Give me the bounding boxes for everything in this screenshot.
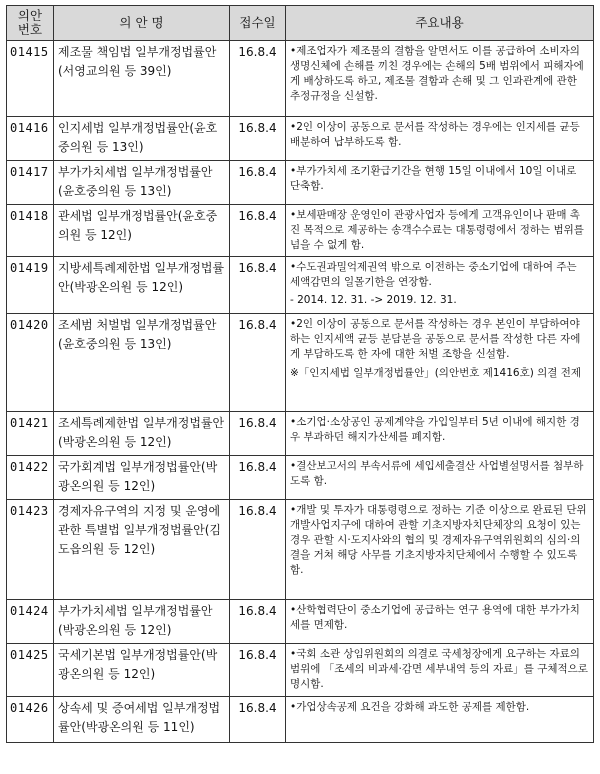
summary-text: •2인 이상이 공동으로 문서를 작성하는 경우에는 인지세를 균등 배분하여 납부하도록 함. (290, 121, 580, 148)
table-header (7, 6, 594, 41)
bill-title: 부가가치세법 일부개정법률안 (58, 604, 213, 618)
summary-text: •부가가치세 조기환급기간을 현행 15일 이내에서 10일 이내로 단축함. (290, 165, 577, 192)
summary-text: •수도권과밀억제권역 밖으로 이전하는 중소기업에 대하여 주는 세액감면의 일몰기한을 연장함. (290, 261, 577, 288)
summary-text: •제조업자가 제조물의 결함을 알면서도 이를 공급하여 소비자의 생명신체에 손해를 끼친 경우에는 손해의 5배 범위에서 피해자에게 배상하도록 하고, 제조물 결함과 손해 및 그 인과관계에 관한 추정규정을 신설함. (290, 45, 584, 102)
table-row (7, 161, 594, 205)
bill-number: 01423 (7, 500, 54, 600)
summary-note: ※「인지세법 일부개정법률안」(의안번호 제1416호) 의결 전제 (290, 367, 582, 379)
bill-number: 01417 (7, 161, 54, 205)
header-date: 접수일 (230, 6, 286, 41)
received-date: 16.8.4 (230, 412, 286, 456)
summary-cell (286, 697, 594, 743)
bill-title: 지방세특례제한법 일부개정법률안 (58, 261, 225, 294)
bill-table (6, 5, 594, 743)
bill-title: 제조물 책임법 일부개정법률안 (58, 45, 217, 59)
proposer: (박광온의원 등 12인) (58, 648, 218, 681)
bill-number: 01422 (7, 456, 54, 500)
bill-title-cell (54, 500, 230, 600)
summary-text: •결산보고서의 부속서류에 세입세출결산 사업별설명서를 첨부하도록 함. (290, 460, 584, 487)
received-date: 16.8.4 (230, 41, 286, 117)
summary-text: •보세판매장 운영인이 관광사업자 등에게 고객유인이나 판매 촉진 목적으로 제공하는 송객수수료는 대통령령에서 정하는 범위를 넘을 수 없게 함. (290, 209, 584, 251)
bill-title: 국세기본법 일부개정법률안 (58, 648, 201, 662)
bill-title-cell (54, 697, 230, 743)
bill-title: 조세특례제한법 일부개정법률안 (58, 416, 225, 430)
bill-title: 관세법 일부개정법률안 (58, 209, 178, 223)
summary-text: •개발 및 투자가 대통령령으로 정하는 기준 이상으로 완료된 단위개발사업지구에 대하여 관할 기초지방자치단체장의 요청이 있는 경우 관할 시·도지사와의 협의 및 경제자유구역위원회의 심의·의결을 거쳐 해당 사무를 기초지방자치단체에서 수행할 수 있도록 함. (290, 504, 587, 576)
bill-number: 01425 (7, 644, 54, 697)
bill-number: 01418 (7, 205, 54, 257)
summary-cell (286, 117, 594, 161)
summary-text: •2인 이상이 공동으로 문서를 작성하는 경우 본인이 부담하여야 하는 인지세액 균등 분담분을 공동으로 문서를 작성한 다른 자에게 부담하도록 한 자에 대한 처벌 조항을 신설함. (290, 318, 581, 360)
proposer: (김도읍의원 등 12인) (58, 523, 222, 556)
summary-cell (286, 412, 594, 456)
summary-cell (286, 41, 594, 117)
bill-number: 01416 (7, 117, 54, 161)
bill-number: 01419 (7, 257, 54, 314)
summary-cell (286, 161, 594, 205)
bill-title: 경제자유구역의 지정 및 운영에 관한 특별법 일부개정법률안 (58, 504, 221, 537)
bill-title: 부가가치세법 일부개정법률안 (58, 165, 213, 179)
proposer: (박광온의원 등 12인) (58, 435, 172, 449)
table-row (7, 41, 594, 117)
received-date: 16.8.4 (230, 314, 286, 412)
bill-title-cell (54, 314, 230, 412)
table-row (7, 117, 594, 161)
summary-cell (286, 644, 594, 697)
table-row (7, 456, 594, 500)
summary-cell (286, 600, 594, 644)
proposer: (윤호중의원 등 12인) (58, 209, 218, 242)
bill-title-cell (54, 644, 230, 697)
proposer: (박광온의원 등 11인) (81, 720, 195, 734)
header-no: 의안 번호 (7, 6, 54, 41)
bill-title-cell (54, 161, 230, 205)
bill-number: 01424 (7, 600, 54, 644)
table-row (7, 644, 594, 697)
summary-cell (286, 500, 594, 600)
bill-number: 01421 (7, 412, 54, 456)
proposer: (윤호중의원 등 13인) (58, 337, 172, 351)
bill-title-cell (54, 257, 230, 314)
header-title: 의 안 명 (54, 6, 230, 41)
table-row (7, 697, 594, 743)
received-date: 16.8.4 (230, 161, 286, 205)
table-row (7, 500, 594, 600)
bill-title-cell (54, 117, 230, 161)
summary-text: •소기업·소상공인 공제계약을 가입일부터 5년 이내에 해지한 경우 부과하던 해지가산세를 폐지함. (290, 416, 580, 443)
proposer: (박광온의원 등 12인) (58, 460, 218, 493)
table-row (7, 412, 594, 456)
received-date: 16.8.4 (230, 205, 286, 257)
bill-number: 01420 (7, 314, 54, 412)
received-date: 16.8.4 (230, 644, 286, 697)
table-body (7, 41, 594, 743)
proposer: (윤호중의원 등 13인) (58, 184, 172, 198)
received-date: 16.8.4 (230, 257, 286, 314)
summary-cell (286, 314, 594, 412)
header-summary: 주요내용 (286, 6, 594, 41)
bill-title: 조세범 처벌법 일부개정법률안 (58, 318, 217, 332)
summary-text: •산학협력단이 중소기업에 공급하는 연구 용역에 대한 부가가치세를 면제함. (290, 604, 580, 631)
proposer: (박광온의원 등 12인) (58, 623, 172, 637)
bill-title-cell (54, 41, 230, 117)
summary-cell (286, 456, 594, 500)
summary-text: •가업상속공제 요건을 강화해 과도한 공제를 제한함. (290, 701, 530, 713)
proposer: (박광온의원 등 12인) (69, 280, 184, 294)
proposer: (서영교의원 등 39인) (58, 64, 172, 78)
bill-title: 인지세법 일부개정법률안 (58, 121, 190, 135)
received-date: 16.8.4 (230, 697, 286, 743)
received-date: 16.8.4 (230, 600, 286, 644)
table-row (7, 314, 594, 412)
bill-number: 01415 (7, 41, 54, 117)
bill-title-cell (54, 456, 230, 500)
summary-cell (286, 257, 594, 314)
summary-text: - 2014. 12. 31. -> 2019. 12. 31. (290, 294, 457, 306)
received-date: 16.8.4 (230, 456, 286, 500)
summary-text: •국회 소관 상임위원회의 의결로 국세청장에게 요구하는 자료의 범위에 「조세의 비과세·감면 세부내역 등의 자료」를 구체적으로 명시함. (290, 648, 588, 690)
proposer: (윤호중의원 등 13인) (58, 121, 218, 154)
bill-title-cell (54, 205, 230, 257)
table-row (7, 205, 594, 257)
summary-cell (286, 205, 594, 257)
bill-title: 상속세 및 증여세법 일부개정법률안 (58, 701, 221, 734)
received-date: 16.8.4 (230, 117, 286, 161)
table-row (7, 257, 594, 314)
received-date: 16.8.4 (230, 500, 286, 600)
bill-number: 01426 (7, 697, 54, 743)
table-row (7, 600, 594, 644)
bill-title: 국가회계법 일부개정법률안 (58, 460, 201, 474)
bill-title-cell (54, 412, 230, 456)
bill-title-cell (54, 600, 230, 644)
